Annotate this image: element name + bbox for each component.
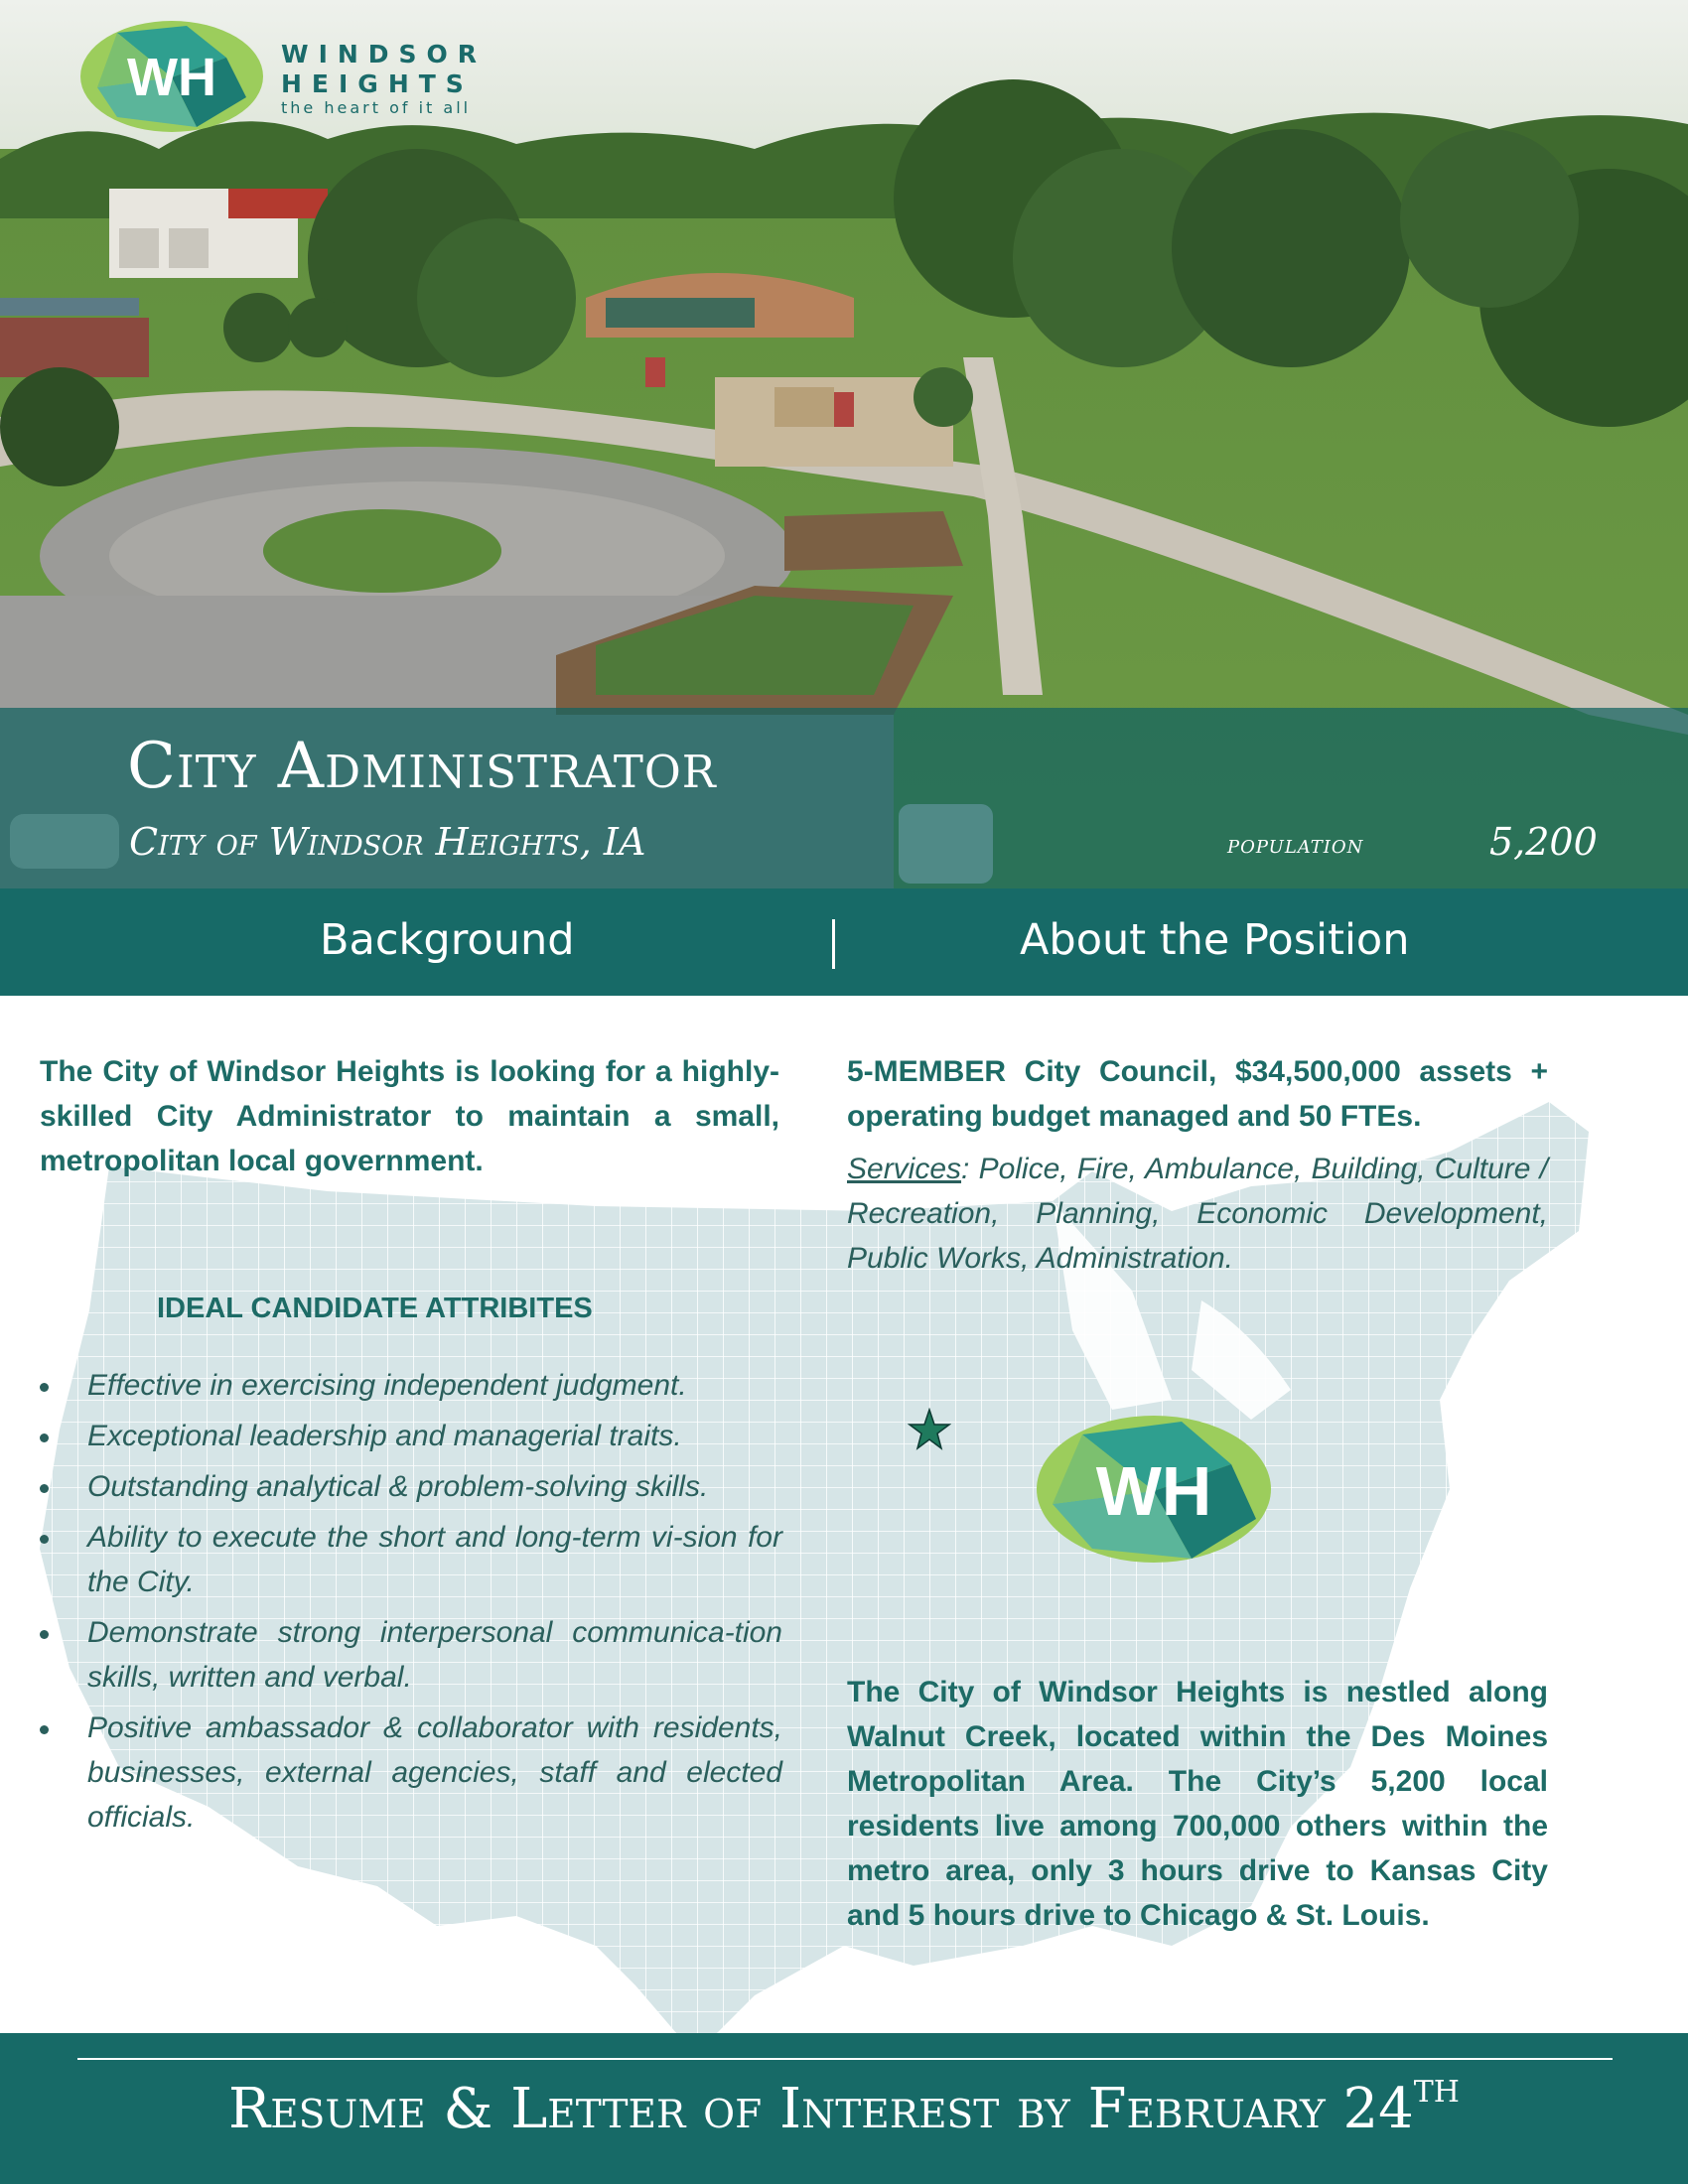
logo-word-windsor: WINDSOR	[281, 40, 488, 68]
attributes-heading: IDEAL CANDIDATE ATTRIBITES	[157, 1293, 593, 1324]
footer-rule	[77, 2058, 1613, 2060]
wh-logo-badge-icon	[77, 18, 266, 135]
deadline-text: Resume & Letter of Interest by February 24TH	[228, 2075, 1460, 2141]
background-intro: The City of Windsor Heights is looking for a highly-skilled City Administrator to maintain a small, metropolitan local government.	[40, 1055, 779, 1177]
bullet-icon	[40, 1630, 49, 1639]
section-heading-position: About the Position	[1020, 915, 1410, 965]
logo-word-heights: HEIGHTS	[281, 69, 474, 98]
position-summary: 5-MEMBER City Council, $34,500,000 assets + operating budget managed and 50 FTEs.	[847, 1055, 1548, 1133]
location-paragraph: The City of Windsor Heights is nestled along Walnut Creek, located within the Des Moines Metropolitan Area. The City’s 5,200 local residents live among 700,000 others within the metro area, only 3 hours drive to Kansas City and 5 hours drive to Chicago & St. Louis.	[847, 1676, 1548, 1932]
windsor-heights-logo	[77, 18, 494, 137]
section-divider	[832, 919, 835, 969]
svg-text:WH: WH	[127, 48, 216, 107]
location-star-icon	[908, 1408, 951, 1451]
population-label: population	[1227, 830, 1364, 860]
bullet-icon	[40, 1383, 49, 1392]
list-item: Demonstrate strong interpersonal communica-tion skills, written and verbal.	[38, 1610, 782, 1700]
bullet-icon	[40, 1535, 49, 1544]
logo-tagline: the heart of it all	[281, 98, 472, 117]
services-label: Services	[847, 1153, 962, 1185]
svg-text:WH: WH	[1095, 1452, 1212, 1530]
section-heading-background: Background	[320, 915, 575, 965]
attributes-list	[38, 1363, 782, 1845]
section-header-band	[0, 888, 1688, 996]
list-item: Effective in exercising independent judgment.	[38, 1363, 782, 1408]
list-item: Outstanding analytical & problem-solving skills.	[38, 1464, 782, 1509]
bullet-icon	[40, 1725, 49, 1734]
list-item: Ability to execute the short and long-term vi-sion for the City.	[38, 1515, 782, 1604]
job-title: City Administrator	[127, 730, 717, 803]
services-paragraph	[847, 1147, 1548, 1281]
bullet-icon	[40, 1484, 49, 1493]
services-list: : Police, Fire, Ambulance, Building, Culture / Recreation, Planning, Economic Development, Public Works, Administration.	[847, 1153, 1548, 1275]
list-item: Positive ambassador & collaborator with residents, businesses, external agencies, staff and elected officials.	[38, 1706, 782, 1840]
bullet-icon	[40, 1433, 49, 1442]
city-name: City of Windsor Heights, IA	[129, 820, 646, 864]
date-suffix: TH	[1413, 2075, 1460, 2110]
population-value: 5,200	[1489, 820, 1598, 864]
list-item: Exceptional leadership and managerial traits.	[38, 1414, 782, 1458]
wh-logo-map-icon	[1033, 1410, 1276, 1569]
